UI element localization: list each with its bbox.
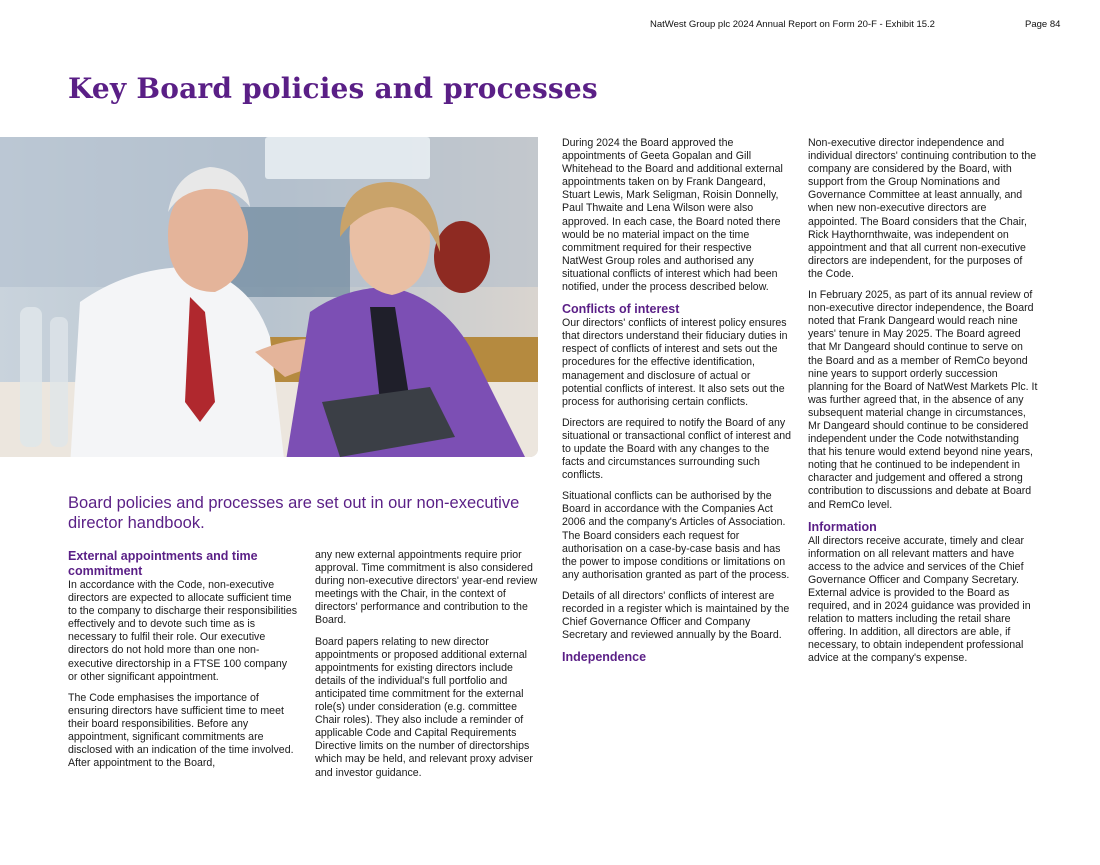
body-paragraph: Details of all directors' conflicts of interest are recorded in a register which is maintained by the Chief Governance Officer and Company Secretary and reviewed annually by the Board. [562, 589, 790, 642]
page-number: Page 84 [1025, 19, 1061, 30]
text-column-3 [562, 137, 792, 665]
body-paragraph: any new external appointments require prior approval. Time commitment is also considered during non-executive directors' year-end review meetings with the Chair, in the context of directors' performance and contribution to the Board. [315, 549, 538, 627]
section-heading-external-appointments: External appointments and time commitment [68, 549, 258, 578]
section-heading-conflicts-of-interest: Conflicts of interest [562, 302, 680, 317]
page-subheading: Board policies and processes are set out in our non-executive director handbook. [68, 494, 520, 532]
section-heading-independence: Independence [562, 650, 647, 665]
body-paragraph: During 2024 the Board approved the appointments of Geeta Gopalan and Gill Whitehead to the Board and additional external appointments taken on by Frank Dangeard, Stuart Lewis, Mark Seligman, Roisin Donnelly, Paul Thwaite and Lena Wilson were also approved. In each case, the Board noted there would be no material impact on the time commitment required for their respective NatWest Group roles and authorised any situational conflicts of interest which had been notified, under the process described below. [562, 137, 783, 294]
body-paragraph: The Code emphasises the importance of ensuring directors have sufficient time to meet their board responsibilities. Before any appointment, significant commitments are disclosed with an indication of the time involved. After appointment to the Board, [68, 691, 294, 770]
text-column-2 [315, 549, 543, 788]
body-paragraph: All directors receive accurate, timely and clear information on all relevant matters and have access to the advice and services of the Chief Governance Officer and Company Secretary. External advice is provided to the Board as required, and in 2024 guidance was provided in relation to matters including the retail share offering. In addition, all directors are able, if necessary, to obtain independent professional advice at the company's expense. [808, 534, 1031, 665]
body-paragraph: In February 2025, as part of its annual review of non-executive director independence, the Board noted that Frank Dangeard would reach nine years' tenure in May 2025. The Board agreed that Mr Dangeard should continue to serve on the Board and as a member of RemCo beyond nine years to support orderly succession planning for the Board of NatWest Markets Plc. It was further agreed that, in the absence of any subsequent material change in circumstances, Mr Dangeard should continue to be considered independent under the Code notwithstanding that his tenure would extend beyond nine years, noting that he continued to be independent in character and judgement and offered a strong contribution to discussions and debate at Board and RemCo level. [808, 289, 1038, 511]
body-paragraph: Directors are required to notify the Board of any situational or transactional conflict of interest and to update the Board with any changes to the facts and circumstances surrounding such conflicts. [562, 416, 792, 482]
text-column-1 [68, 549, 298, 778]
body-paragraph: In accordance with the Code, non-executive directors are expected to allocate sufficient time to the company to discharge their responsibilities effectively and to devote such time as is necessary to fulfil their role. Our executive directors do not hold more than one non-executive directorship in a FTSE 100 company or other significant appointment. [68, 579, 298, 683]
page-title: Key Board policies and processes [68, 72, 598, 105]
board-meeting-photo [0, 137, 538, 457]
body-paragraph: Board papers relating to new director appointments or proposed additional external appointments for existing directors include details of the individual's full portfolio and anticipated time commitment for the external role(s) under consideration (e.g. committee Chair roles). They also include a reminder of applicable Code and Capital Requirements Directive limits on the number of directorships which may be held, and relevant proxy adviser and investor guidance. [315, 635, 533, 779]
text-column-4 [808, 137, 1038, 674]
report-header-title: NatWest Group plc 2024 Annual Report on Form 20-F - Exhibit 15.2 [650, 19, 935, 30]
body-paragraph: Our directors' conflicts of interest policy ensures that directors understand their fiduciary duties in respect of conflicts of interest and sets out the procedures for the effective identification, management and disclosure of actual or potential conflicts of interest. It also sets out the process for authorising certain conflicts. [562, 317, 788, 408]
body-paragraph: Situational conflicts can be authorised by the Board in accordance with the Companies Act 2006 and the company's Articles of Association. The Board considers each request for authorisation on a case-by-case basis and has the power to impose conditions or limitations on any authorisation granted as part of the process. [562, 490, 790, 581]
body-paragraph: Non-executive director independence and individual directors' continuing contribution to the company are considered by the Board, with support from the Group Nominations and Governance Committee at least annually, and when new non-executive directors are appointed. The Board considers that the Chair, Rick Haythornthwaite, was independent on appointment and that all current non-executive directors are independent, for the purposes of the Code. [808, 137, 1037, 280]
section-heading-information: Information [808, 519, 877, 534]
